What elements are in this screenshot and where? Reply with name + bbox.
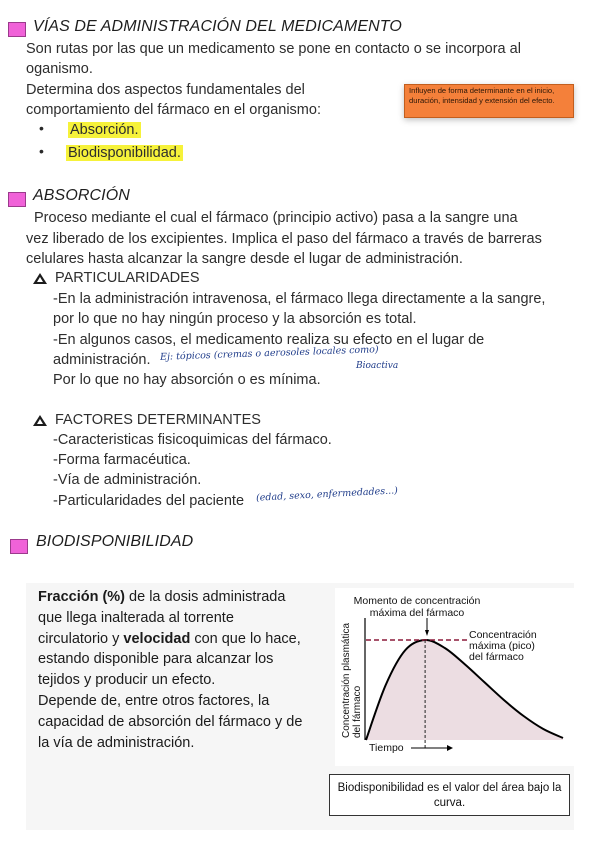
factor-1: -Caracteristicas fisicoquimicas del fármaco. [53,432,332,448]
handwritten-note-3: (edad, sexo, enfermedades...) [255,485,399,504]
section-title-vias: VÍAS DE ADMINISTRACIÓN DEL MEDICAMENTO [33,18,402,35]
absorcion-line-1: Proceso mediante el cual el fármaco (principio activo) pasa a la sangre una [34,210,518,226]
caption-box: Biodisponibilidad es el valor del área bajo la curva. [329,774,570,816]
section-marker [10,539,28,554]
factor-4: -Particularidades del paciente [53,493,245,509]
bullet-dot: • [39,143,44,159]
section-marker [8,22,26,37]
bioavailability-chart [335,588,575,766]
note-box: Influyen de forma determinante en el inicio, duración, intensidad y extensión del efecto. [404,84,574,118]
part-line-3: -En algunos casos, el medicamento realiza su efecto en el lugar de [53,332,485,348]
peak-label-3: del fármaco [469,651,524,663]
part-line-2: por lo que no hay ningún proceso y la absorción es total. [53,311,417,327]
triangle-icon [33,415,47,426]
bullet-absorcion: Absorción. [70,122,139,138]
handwritten-note: Ej: tópicos (cremas o aerosoles locales como) [159,344,379,363]
triangle-icon [33,273,47,284]
handwritten-note-2: Bioactiva [356,361,399,371]
part-line-4: administración. [53,352,151,368]
biodisponibilidad-text: Fracción (%) de la dosis administrada que llega inalterada al torrente circulatorio y velocidad con que lo hace, estando disponible para alcanzar los tejidos y producir un efecto. Depende de, entre otros factores, la capacidad de absorción del fármaco y de la vía de administración. [38,589,303,751]
aspects-line-1: Determina dos aspectos fundamentales del [26,82,305,98]
chart-title-line-1: Momento de concentración [353,595,481,607]
factores-title: FACTORES DETERMINANTES [55,412,261,428]
section-title-biodisponibilidad: BIODISPONIBILIDAD [36,533,194,550]
intro-line-1: Son rutas por las que un medicamento se pone en contacto o se incorpora al [26,41,521,57]
x-axis-label: Tiempo [369,742,404,754]
particularidades-title: PARTICULARIDADES [55,270,200,286]
absorcion-line-2: vez liberado de los excipientes. Implica el paso del fármaco a través de barreras [26,231,542,247]
intro-line-2: oganismo. [26,61,93,77]
factor-3: -Vía de administración. [53,472,202,488]
y-axis-label-1: Concentración plasmática [341,622,352,738]
bullet-biodisponibilidad: Biodisponibilidad. [68,145,181,161]
part-line-1: -En la administración intravenosa, el fármaco llega directamente a la sangre, [53,291,546,307]
peak-label-2: máxima (pico) [469,640,535,652]
peak-label-1: Concentración [469,629,537,641]
section-title-absorcion: ABSORCIÓN [33,187,130,204]
section-marker [8,192,26,207]
factor-2: -Forma farmacéutica. [53,452,191,468]
aspects-line-2: comportamiento del fármaco en el organismo: [26,102,321,118]
chart-title-line-2: máxima del fármaco [369,607,465,619]
bullet-dot: • [39,120,44,136]
y-axis-label-2: del fármaco [352,685,363,738]
absorcion-line-3: celulares hasta alcanzar la sangre desde el lugar de administración. [26,251,463,267]
part-line-5: Por lo que no hay absorción o es mínima. [53,372,321,388]
